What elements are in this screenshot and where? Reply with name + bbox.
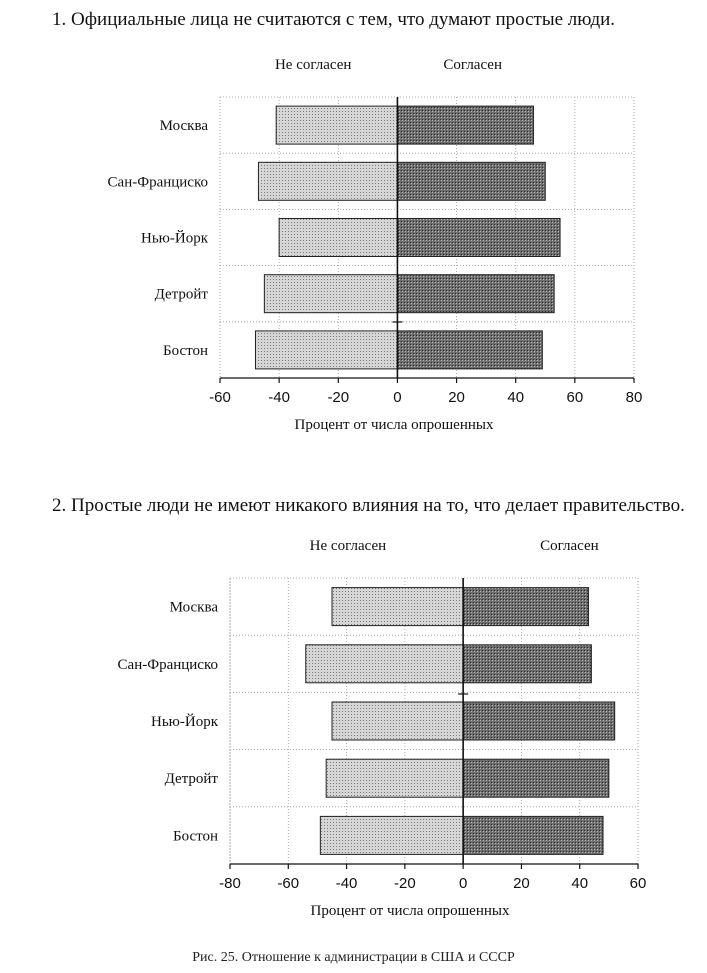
chart-2-x-tick-label: 0 [458,875,468,892]
chart-2-x-tick-label: -60 [277,875,300,892]
chart-2-bar-disagree [332,588,463,626]
chart-2-category-label: Москва [169,599,218,616]
chart-2-bar-agree [463,645,591,683]
chart-2-x-tick-label: 20 [513,875,530,892]
chart-2-category-label: Детройт [164,771,218,788]
chart-2-x-tick-label: 40 [571,875,589,892]
chart-1-category-label: Сан-Франциско [107,174,208,191]
chart-2-bar-disagree [306,645,463,683]
chart-1-category-label: Москва [159,118,208,135]
chart-1-category-label: Детройт [154,286,208,303]
chart-2-bar-disagree [320,816,463,854]
chart-1-title: 1. Официальные лица не считаются с тем, что думают простые люди. [52,9,616,30]
chart-2-bar-agree [463,702,615,740]
chart-2-x-axis-title: Процент от числа опрошенных [310,903,510,919]
figure-caption: Рис. 25. Отношение к администрации в США и СССР [192,950,515,965]
chart-1-x-tick-label: 60 [566,389,584,406]
chart-2-x-tick-label: 60 [629,875,647,892]
chart-2-category-label: Бостон [172,828,218,845]
chart-1-x-tick-label: -60 [209,389,231,406]
chart-1-x-tick-label: -20 [327,389,350,406]
chart-2-bar-disagree [332,702,463,740]
chart-2-x-tick-label: -40 [335,875,358,892]
chart-1-x-tick-label: 80 [625,389,643,406]
chart-1-category-label: Бостон [162,342,208,359]
chart-2-bar-agree [463,588,588,626]
chart-1-category-label: Нью-Йорк [141,230,208,247]
chart-1-x-axis-title: Процент от числа опрошенных [294,417,494,433]
chart-1-legend-agree: Согласен [443,57,503,73]
chart-2-category-label: Сан-Франциско [117,656,218,673]
chart-1-x-tick-label: -40 [268,389,290,406]
chart-1-x-tick-label: 20 [448,389,465,406]
chart-2-bar-agree [463,759,609,797]
chart-1-legend-disagree: Не согласен [274,57,352,73]
chart-2-title: 2. Простые люди не имеют никакого влияния на то, что делает правительство. [52,495,685,516]
chart-2-legend-disagree: Не согласен [309,538,387,554]
chart-2-x-tick-label: -20 [394,875,416,892]
chart-2-bar-disagree [326,759,463,797]
chart-2-legend-agree: Согласен [540,538,599,554]
chart-2-bar-agree [463,816,603,854]
chart-2-x-tick-label: -80 [219,875,241,892]
chart-1-x-tick-label: 0 [393,389,402,406]
chart-2-category-label: Нью-Йорк [151,714,218,730]
chart-1-x-tick-label: 40 [507,389,525,406]
